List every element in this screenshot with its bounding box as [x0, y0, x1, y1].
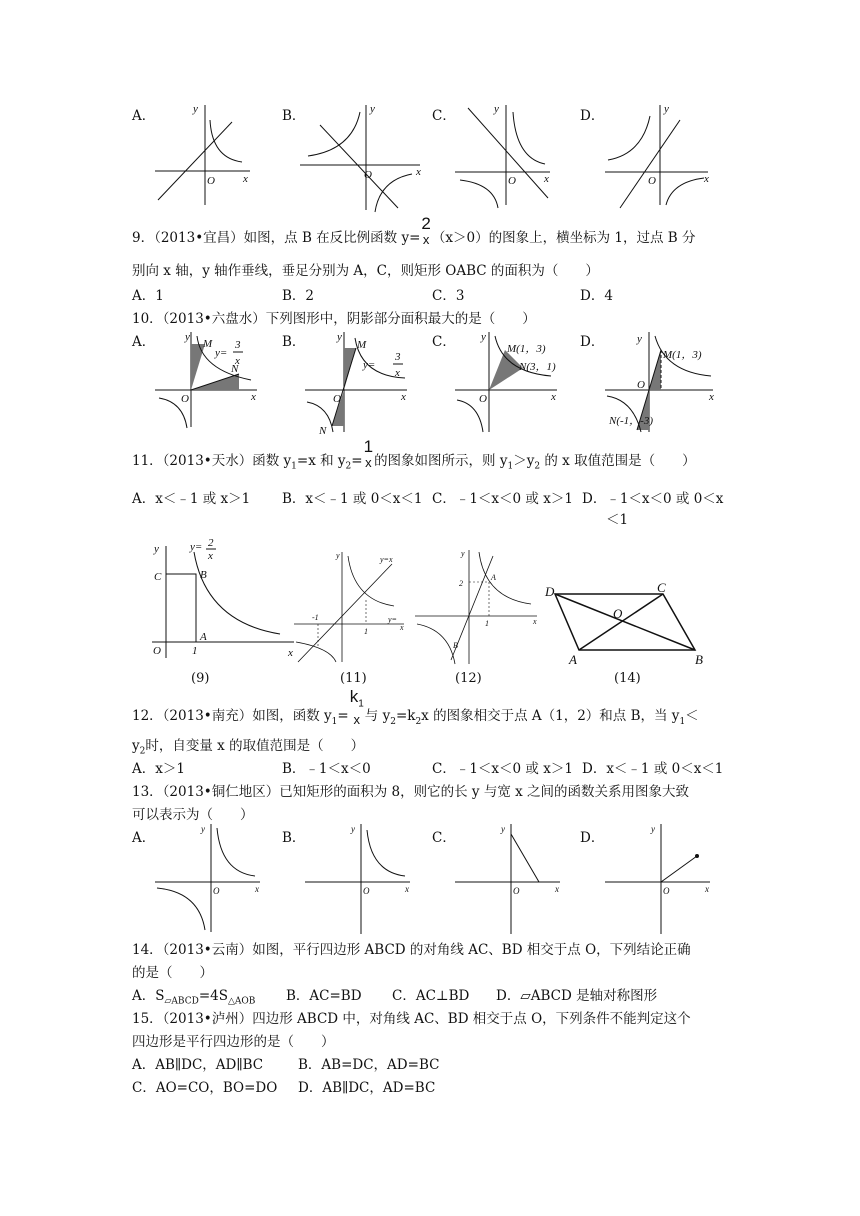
svg-text:D: D [545, 584, 555, 599]
q11-option-b: B．x＜﹣1 或 0＜x＜1 [282, 491, 423, 507]
svg-text:3: 3 [395, 351, 401, 363]
caption-11: (11) [340, 671, 367, 686]
q14-option-d: D．▱ABCD 是轴对称图形 [496, 988, 658, 1004]
figure-14 [543, 582, 711, 666]
q13-option-c-label: C． [432, 830, 456, 846]
svg-text:O: O [613, 606, 623, 621]
q14-option-a: A．$S_{▱ABCD}=4S_{\triangle AOB}$ [132, 988, 256, 1007]
q13-stem-line1: 13．（2013•铜仁地区）已知矩形的面积为 8，则它的长 y 与宽 x 之间的函数关系用图象大致 [132, 784, 690, 800]
svg-text:y: y [201, 824, 205, 834]
svg-text:1: 1 [192, 645, 198, 657]
svg-text:y: y [337, 331, 342, 343]
svg-text:x: x [544, 173, 549, 185]
q8-option-a-label: A． [132, 108, 156, 124]
svg-text:O: O [479, 393, 487, 405]
svg-text:y=x: y=x [380, 555, 393, 564]
q13-stem-line2: 可以表示为（ ） [132, 807, 254, 823]
q8-graph-c [450, 100, 560, 210]
svg-text:O: O [637, 379, 645, 391]
svg-text:y: y [154, 543, 159, 555]
svg-text:y: y [494, 103, 499, 115]
svg-text:2: 2 [459, 579, 463, 588]
q8-option-c-label: C． [432, 108, 456, 124]
q9-fraction: 2 x [421, 213, 431, 247]
q11-option-a: A．x＜﹣1 或 x＞1 [132, 491, 251, 507]
svg-text:O: O [364, 169, 372, 181]
q13-graph-a [155, 822, 265, 937]
svg-text:A: A [491, 573, 496, 582]
svg-text:x: x [255, 884, 259, 894]
q9-option-c: C．3 [432, 288, 465, 304]
svg-text:x: x [709, 391, 714, 403]
q9-stem-line1: 9．（2013•宜昌）如图，点 B 在反比例函数 y= 2 x （x＞0）的图象上，横坐标为 1，过点 B 分 [132, 213, 696, 247]
q10-stem: 10．（2013•六盘水）下列图形中，阴影部分面积最大的是（ ） [132, 311, 536, 327]
svg-text:C: C [154, 571, 162, 583]
svg-text:y: y [651, 824, 655, 834]
q12-option-c: C．﹣1＜x＜0 或 x＞1 [432, 761, 573, 777]
q9-option-b: B．2 [282, 288, 315, 304]
svg-text:y: y [637, 333, 642, 345]
svg-text:C: C [657, 580, 666, 595]
q11-fraction: 1 x [363, 436, 374, 470]
svg-text:x: x [251, 391, 256, 403]
q10-option-d-label: D． [580, 334, 605, 350]
q12-stem-line1: 12．（2013•南充）如图，函数 $y_1=$ $k_1$ x 与 $y_2=k_2x$ 的图象相交于点 A（1，2）和点 B，当 $y_1<$ [132, 687, 699, 728]
figure-11 [292, 550, 410, 665]
svg-text:A: A [200, 631, 207, 643]
svg-text:B: B [453, 641, 458, 650]
svg-text:x: x [705, 884, 709, 894]
q11-option-c: C．﹣1＜x＜0 或 x＞1 [432, 491, 573, 507]
svg-text:1: 1 [485, 619, 489, 628]
svg-text:M(1，3): M(1，3) [507, 343, 546, 355]
q10-option-b-label: B． [282, 334, 306, 350]
q12-option-a: A．x＞1 [132, 761, 185, 777]
svg-text:y: y [336, 551, 340, 560]
svg-text:y=: y= [388, 615, 397, 624]
svg-text:y: y [461, 549, 465, 558]
svg-text:x: x [555, 884, 559, 894]
svg-text:1: 1 [364, 627, 368, 636]
svg-text:M: M [357, 339, 367, 351]
q13-graph-b [305, 822, 415, 937]
figure-12 [413, 548, 541, 666]
q15-stem-line1: 15．（2013•泸州）四边形 ABCD 中，对角线 AC、BD 相交于点 O，下列条件不能判定这个 [132, 1011, 691, 1027]
q8-graph-b [300, 100, 430, 215]
q10-graph-d [605, 332, 720, 437]
svg-text:y: y [370, 103, 375, 115]
svg-text:B: B [200, 569, 207, 581]
caption-9: (9) [191, 671, 210, 686]
svg-text:x: x [405, 884, 409, 894]
q13-option-d-label: D． [580, 830, 605, 846]
svg-text:y: y [481, 331, 486, 343]
figure-9 [148, 538, 298, 660]
svg-text:O: O [181, 393, 189, 405]
svg-text:y: y [185, 331, 190, 343]
caption-12: (12) [455, 671, 482, 686]
svg-text:y: y [351, 824, 355, 834]
svg-text:-1: -1 [312, 613, 319, 622]
q8-option-b-label: B． [282, 108, 306, 124]
svg-text:O: O [153, 645, 161, 657]
q10-graph-a [155, 332, 265, 432]
svg-text:2: 2 [208, 537, 214, 549]
svg-text:O: O [648, 175, 656, 187]
q13-option-a-label: A． [132, 830, 156, 846]
svg-text:O: O [508, 175, 516, 187]
svg-text:x: x [416, 166, 421, 178]
q13-graph-d [605, 822, 715, 937]
svg-text:y=: y= [190, 541, 203, 553]
q15-option-c: C．AO=CO，BO=DO [132, 1080, 278, 1096]
q11-option-d: D．﹣1＜x＜0 或 0＜x [582, 491, 724, 507]
q10-graph-c [455, 332, 565, 437]
svg-text:O: O [333, 393, 341, 405]
q15-stem-line2: 四边形是平行四边形的是（ ） [132, 1034, 335, 1050]
svg-text:y: y [664, 103, 669, 115]
svg-text:y=: y= [215, 347, 228, 359]
svg-text:x: x [533, 617, 537, 626]
svg-text:N(-1，-3): N(-1，-3) [609, 415, 653, 427]
svg-text:x: x [400, 623, 404, 632]
svg-text:x: x [395, 367, 400, 379]
q10-option-c-label: C． [432, 334, 456, 350]
svg-text:N: N [231, 363, 239, 375]
q14-stem-line1: 14．（2013•云南）如图，平行四边形 ABCD 的对角线 AC、BD 相交于点 O，下列结论正确 [132, 942, 691, 958]
q10-graph-b [305, 332, 415, 437]
q12-option-b: B．﹣1＜x＜0 [282, 761, 371, 777]
q11-stem: 11．（2013•天水）函数 $y_1=x$ 和 $y_2=$ 1 x 的图象如图所示，则 $y_1>y_2$ 的 x 取值范围是（ ） [132, 436, 696, 472]
q8-graph-a [150, 100, 260, 210]
svg-text:M: M [203, 338, 213, 350]
svg-text:O: O [207, 175, 215, 187]
svg-text:y: y [193, 103, 198, 115]
svg-text:B: B [695, 652, 703, 667]
svg-text:N(3，1): N(3，1) [519, 361, 556, 373]
svg-text:N: N [319, 425, 327, 437]
caption-14: (14) [614, 671, 641, 686]
q11-option-d-cont: ＜1 [606, 512, 629, 528]
q12-option-d: D．x＜﹣1 或 0＜x＜1 [582, 761, 724, 777]
q10-option-a-label: A． [132, 334, 156, 350]
svg-text:O: O [363, 886, 370, 896]
svg-text:x: x [243, 173, 248, 185]
svg-text:x: x [401, 391, 406, 403]
svg-text:x: x [704, 173, 709, 185]
q9-option-a: A．1 [132, 288, 164, 304]
q15-option-d: D．AB∥DC，AD=BC [298, 1080, 436, 1096]
q9-stem-line2: 别向 x 轴，y 轴作垂线，垂足分别为 A，C，则矩形 OABC 的面积为（ ） [132, 263, 599, 279]
svg-text:A: A [569, 652, 577, 667]
q8-graph-d [600, 100, 715, 210]
svg-text:x: x [208, 550, 213, 562]
q14-option-c: C．AC⊥BD [392, 988, 470, 1004]
svg-text:O: O [513, 886, 520, 896]
q12-fraction: $k_1$ x [349, 687, 364, 728]
svg-text:O: O [663, 886, 670, 896]
svg-text:x: x [235, 355, 240, 367]
svg-text:x: x [288, 647, 293, 659]
svg-text:M(1，3): M(1，3) [663, 349, 702, 361]
q12-stem-line2: $y_2$时，自变量 x 的取值范围是（ ） [132, 738, 365, 757]
q13-option-b-label: B． [282, 830, 306, 846]
q13-graph-c [455, 822, 565, 937]
q9-option-d: D．4 [580, 288, 613, 304]
svg-text:y=: y= [363, 359, 376, 371]
svg-text:y: y [501, 824, 505, 834]
svg-text:x: x [551, 391, 556, 403]
q15-option-b: B．AB=DC，AD=BC [298, 1057, 440, 1073]
q8-option-d-label: D． [580, 108, 605, 124]
q14-stem-line2: 的是（ ） [132, 965, 213, 981]
svg-text:O: O [213, 886, 220, 896]
q15-option-a: A．AB∥DC，AD∥BC [132, 1057, 264, 1073]
svg-text:3: 3 [235, 339, 241, 351]
q14-option-b: B．AC=BD [286, 988, 362, 1004]
